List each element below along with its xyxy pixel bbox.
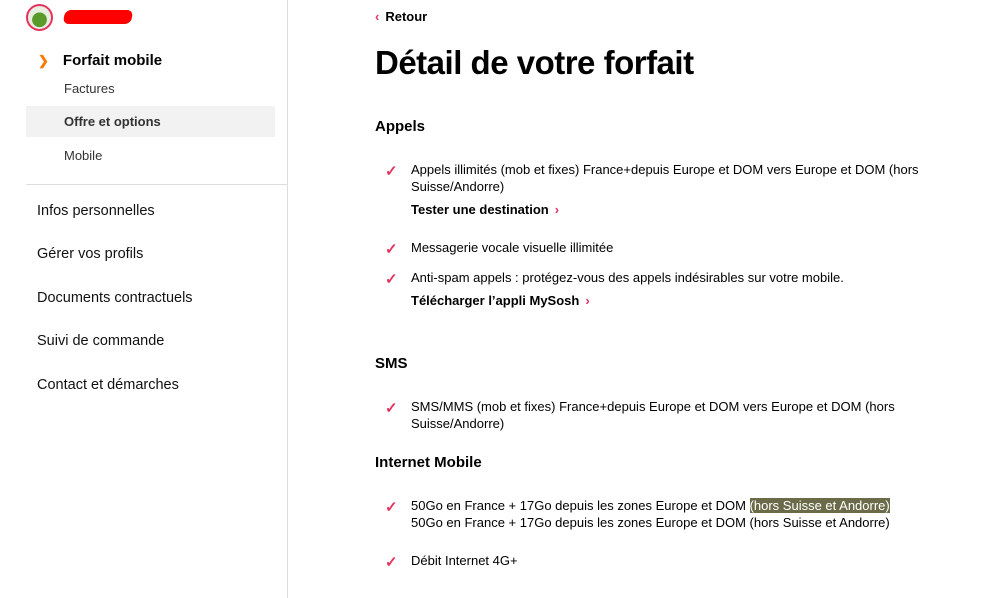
list-item: ✓ Appels illimités (mob et fixes) France+depuis Europe et DOM vers Europe et DOM (hors Suisse/Andorre) Tester une destination › [385,161,945,218]
sidebar-item-mobile[interactable]: Mobile [64,148,103,163]
avatar[interactable] [26,4,53,31]
check-icon: ✓ [385,241,398,258]
list-item: ✓ Messagerie vocale visuelle illimitée [385,240,614,258]
check-icon: ✓ [385,554,398,571]
check-icon: ✓ [385,499,398,516]
sidebar-item-offre-options[interactable]: Offre et options [26,106,275,137]
chevron-left-icon: ‹ [375,9,380,24]
nav-gerer-profils[interactable]: Gérer vos profils [37,246,144,262]
list-item: ✓ Anti-spam appels : protégez-vous des appels indésirables sur votre mobile. Télécharger l’appli MySosh › [385,269,945,309]
chevron-down-icon: ❯ [38,52,49,68]
sidebar-item-factures[interactable]: Factures [64,81,115,96]
check-icon: ✓ [385,400,398,417]
chevron-right-icon: › [585,293,590,308]
chevron-right-icon: › [554,202,560,217]
divider [26,184,288,185]
check-icon: ✓ [385,271,398,288]
nav-documents-contractuels[interactable]: Documents contractuels [37,290,193,306]
section-title-sms: SMS [375,355,408,372]
back-link[interactable]: ‹ Retour [375,9,428,24]
section-title-appels: Appels [375,118,426,135]
telecharger-appli-link[interactable]: Télécharger l’appli MySosh › [411,293,590,308]
nav-suivi-commande[interactable]: Suivi de commande [37,333,165,349]
list-item: ✓ Débit Internet 4G+ [385,553,518,571]
nav-infos-personnelles[interactable]: Infos personnelles [37,203,155,219]
tester-destination-link[interactable]: Tester une destination › [411,202,560,217]
check-icon: ✓ [385,163,398,180]
page-title: Détail de votre forfait [375,44,694,81]
nav-contact-demarches[interactable]: Contact et démarches [37,377,179,393]
sidebar [0,0,288,598]
redacted-username [63,10,133,24]
section-title-internet: Internet Mobile [375,454,482,471]
list-item: ✓ 50Go en France + 17Go depuis les zones Europe et DOM (hors Suisse et Andorre) 50Go en France + 17Go depuis les zones Europe et DOM (hors Suisse et Andorre) [385,498,890,530]
selected-text: (hors Suisse et Andorre) [749,498,890,513]
list-item: ✓ SMS/MMS (mob et fixes) France+depuis Europe et DOM vers Europe et DOM (hors Suisse/Andorre) [385,399,895,431]
sidebar-group-forfait-mobile[interactable]: ❯ Forfait mobile [38,52,163,69]
